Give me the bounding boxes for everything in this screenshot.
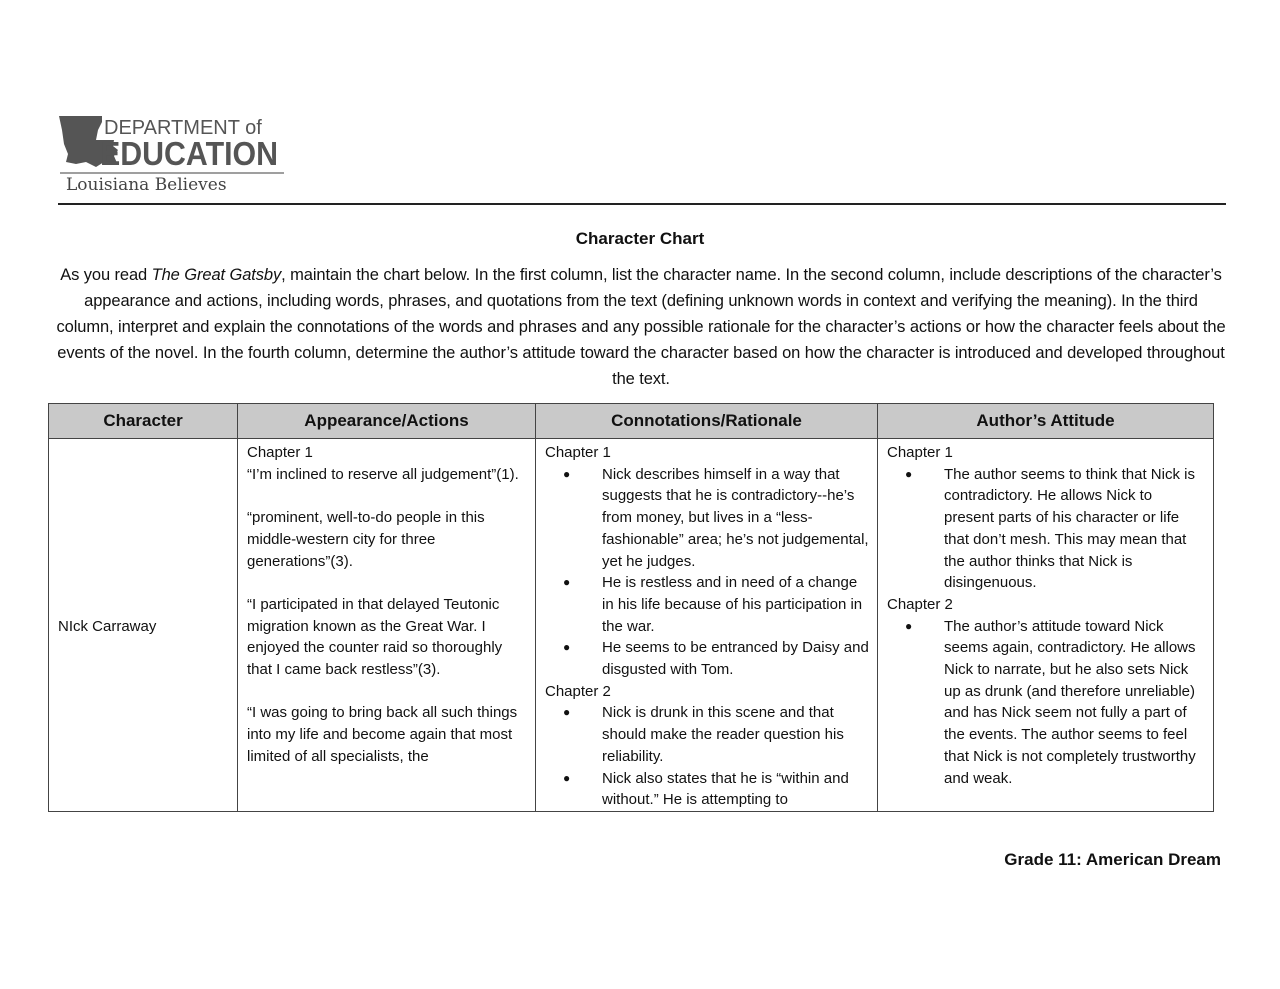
chapter-label: Chapter 2 (887, 595, 953, 613)
louisiana-state-shape-icon (56, 112, 286, 196)
instructions-body: , maintain the chart below. In the first column, list the character name. In the second column, include descriptions of the character’s appearance and actions, including words, phrases, and quotations from the text (defining unknown words in context and verifying the meaning). In the third column, interpret and explain the connotations of the words and phrases and any possible rationale for the character’s actions or how the character feels about the events of the novel. In the fourth column, determine the author’s attitude toward the character based on how the character is introduced and developed throughout the text. (56, 266, 1226, 388)
header-divider (58, 203, 1226, 205)
header-authors-attitude: Author’s Attitude (878, 404, 1214, 439)
quote-text: “I’m inclined to reserve all judgement”(1). (247, 465, 519, 483)
connotations-cell (536, 439, 878, 812)
header-character: Character (49, 404, 238, 439)
list-item: ● He is restless and in need of a change in his life because of his participation in the war. (545, 572, 869, 637)
instructions-pre: As you read (60, 266, 152, 284)
list-item: ● The author’s attitude toward Nick seems again, contradictory. He allows Nick to narrate, but he also sets Nick up as drunk (and therefore unreliable) and has Nick seem not fully a part of the events. The author seems to feel that Nick is not completely trustworthy and weak. (887, 616, 1205, 790)
character-name-cell: NIck Carraway (49, 439, 238, 812)
list-item: ● Nick is drunk in this scene and that should make the reader question his reliability. (545, 702, 869, 767)
bullet-list (545, 702, 869, 811)
bullet-list (545, 464, 869, 681)
chapter-label: Chapter 1 (545, 444, 611, 461)
table-row (49, 439, 1214, 812)
bullet-list (887, 616, 1205, 790)
logo-line-1: DEPARTMENT of (104, 117, 262, 139)
header-appearance-actions: Appearance/Actions (238, 404, 536, 439)
table-header-row (49, 404, 1214, 439)
list-item: ● Nick also states that he is “within and without.” He is attempting to (545, 768, 869, 811)
bullet-list (887, 464, 1205, 594)
list-item: ● He seems to be entranced by Daisy and disgusted with Tom. (545, 637, 869, 680)
quote-text: “I was going to bring back all such things into my life and become again that most limited of all specialists, the (247, 704, 518, 765)
header-connotations-rationale: Connotations/Rationale (536, 404, 878, 439)
quote-text: “I participated in that delayed Teutonic migration known as the Great War. I enjoyed the counter raid so thoroughly that I came back restless”(3). (247, 595, 503, 678)
attitude-cell (878, 439, 1214, 812)
logo-line-2: EDUCATION (100, 135, 278, 172)
chapter-label: Chapter 1 (247, 444, 313, 461)
list-item: ● Nick describes himself in a way that suggests that he is contradictory--he’s from money, but lives in a “less-fashionable” area; he’s not judgemental, yet he judges. (545, 464, 869, 573)
grade-footer: Grade 11: American Dream (1004, 850, 1221, 869)
appearance-cell (238, 439, 536, 812)
character-chart-table (48, 403, 1214, 812)
book-title: The Great Gatsby (151, 266, 282, 284)
quote-text: “prominent, well-to-do people in this middle-western city for three generations”(3). (247, 509, 485, 570)
logo-tagline: Louisiana Believes (66, 175, 227, 195)
page-title: Character Chart (575, 229, 705, 248)
instructions-paragraph (56, 262, 1226, 392)
chapter-label: Chapter 2 (545, 682, 611, 700)
department-of-education-logo (56, 112, 286, 196)
chapter-label: Chapter 1 (887, 444, 953, 461)
list-item: ● The author seems to think that Nick is contradictory. He allows Nick to present parts of his character or life that don’t mesh. This may mean that the author thinks that Nick is disingenuous. (887, 464, 1205, 594)
